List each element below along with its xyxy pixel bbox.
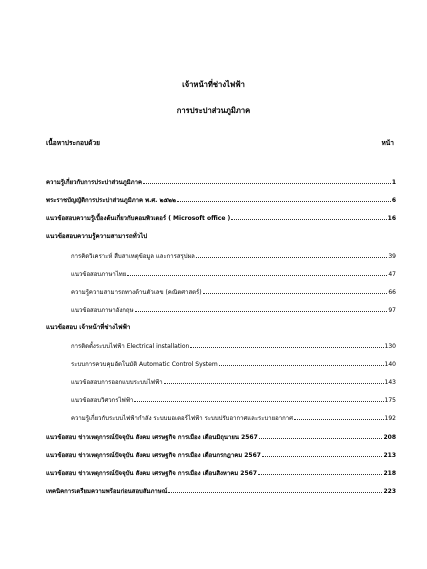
toc-entry-label: แนวข้อสอบ ข่าวเหตุการณ์ปัจจุบัน สังคม เศรษฐกิจ การเมือง เดือนกรกฎาคม 2567: [46, 452, 261, 459]
toc-entry-label: การติดตั้งระบบไฟฟ้า Electrical installation: [71, 343, 190, 350]
toc-subentry: [71, 341, 396, 352]
toc-subentry: [71, 305, 396, 316]
toc-entry-page: 1: [391, 179, 396, 186]
toc-entry: [46, 468, 396, 479]
toc-entry: [46, 450, 396, 461]
toc-header-label: เนื้อหาประกอบด้วย: [46, 139, 101, 147]
toc-entry-page: 140: [384, 361, 396, 368]
toc-subentry: [71, 377, 396, 388]
dot-leader: [259, 432, 383, 439]
toc-entry-page: 223: [383, 488, 396, 495]
toc-entry-label: แนวข้อสอบความรู้เบื้องต้นเกี่ยวกับคอมพิวเตอร์ ( Microsoft office ): [46, 215, 231, 222]
toc-entry-label: ความรู้เกี่ยวกับระบบไฟฟ้ากำลัง ระบบมอเตอร์ไฟฟ้า ระบบปรับอากาศและระบายอากาศ: [71, 415, 293, 422]
dot-leader: [127, 269, 387, 276]
dot-leader: [164, 377, 384, 384]
toc-entry-label: แนวข้อสอบภาษาอังกฤษ: [71, 307, 134, 314]
toc-entry: [46, 195, 396, 206]
toc-entry-label: แนวข้อสอบภาษาไทย: [71, 271, 127, 278]
toc-entry-page: 143: [384, 379, 396, 386]
toc-entry-label: ความรู้ความสามารถทางด้านตัวเลข (คณิตศาสตร์): [71, 289, 202, 296]
toc-entry-label: การคิดวิเคราะห์ สืบสาเหตุข้อมูล และการสรุปผล: [71, 253, 195, 260]
toc-entry-page: 39: [388, 253, 396, 260]
dot-leader: [219, 359, 384, 366]
toc-entry-label: แนวข้อสอบ ข่าวเหตุการณ์ปัจจุบัน สังคม เศรษฐกิจ การเมือง เดือนสิงหาคม 2567: [46, 470, 257, 477]
toc-subentry: [71, 413, 396, 424]
dot-leader: [262, 450, 383, 457]
document-subtitle: การประปาส่วนภูมิภาค: [176, 106, 251, 115]
toc-entry-page: 6: [391, 197, 396, 204]
section-heading-general-ability: แนวข้อสอบความรู้ความสามารถทั่วไป: [46, 233, 148, 240]
toc-entry-label: แนวข้อสอบวิศวกรไฟฟ้า: [71, 397, 134, 404]
dot-leader: [231, 213, 386, 220]
toc-entry: [46, 213, 396, 224]
dot-leader: [135, 305, 388, 312]
toc-entry-page: 66: [388, 289, 396, 296]
toc-entry-page: 208: [383, 434, 396, 441]
toc-entry-page: 213: [383, 452, 396, 459]
toc-header-row: [46, 138, 394, 148]
toc-entry-label: ความรู้เกี่ยวกับการประปาส่วนภูมิภาค: [46, 179, 142, 186]
toc-entry: [46, 177, 396, 188]
toc-entry-label: แนวข้อสอบ ข่าวเหตุการณ์ปัจจุบัน สังคม เศรษฐกิจ การเมือง เดือนมิถุนายน 2567: [46, 434, 258, 441]
toc-subentry: [71, 251, 396, 262]
dot-leader: [177, 195, 391, 202]
toc-subentry: [71, 269, 396, 280]
toc-entry-label: เทคนิคการเตรียมความพร้อมก่อนสอบสัมภาษณ์: [46, 488, 168, 495]
toc-entry-page: 192: [384, 415, 396, 422]
dot-leader: [134, 395, 383, 402]
toc-entry: [46, 432, 396, 443]
dot-leader: [168, 486, 382, 493]
toc-entry-label: แนวข้อสอบการออกแบบระบบไฟฟ้า: [71, 379, 163, 386]
toc-subentry: [71, 395, 396, 406]
toc-entry-page: 97: [388, 307, 396, 314]
dot-leader: [143, 177, 391, 184]
toc-entry-label: ระบบการควบคุมอัตโนมัติ Automatic Control System: [71, 361, 218, 368]
page-column-header: หน้า: [381, 139, 394, 147]
toc-entry-page: 175: [384, 397, 396, 404]
document-title: เจ้าหน้าที่ช่างไฟฟ้า: [182, 80, 245, 89]
toc-subentry: [71, 287, 396, 298]
dot-leader: [196, 251, 388, 258]
toc-entry-page: 130: [384, 343, 396, 350]
toc-entry-page: 218: [383, 470, 396, 477]
section-heading-electrician: แนวข้อสอบ เจ้าหน้าที่ช่างไฟฟ้า: [46, 324, 131, 331]
toc-entry-label: พระราชบัญญัติการประปาส่วนภูมิภาค พ.ศ. ๒๕๒๒: [46, 197, 176, 204]
toc-subentry: [71, 359, 396, 370]
dot-leader: [190, 341, 383, 348]
toc-entry-page: 16: [387, 215, 396, 222]
dot-leader: [258, 468, 382, 475]
toc-entry: [46, 486, 396, 497]
dot-leader: [203, 287, 388, 294]
dot-leader: [294, 413, 384, 420]
toc-entry-page: 47: [388, 271, 396, 278]
